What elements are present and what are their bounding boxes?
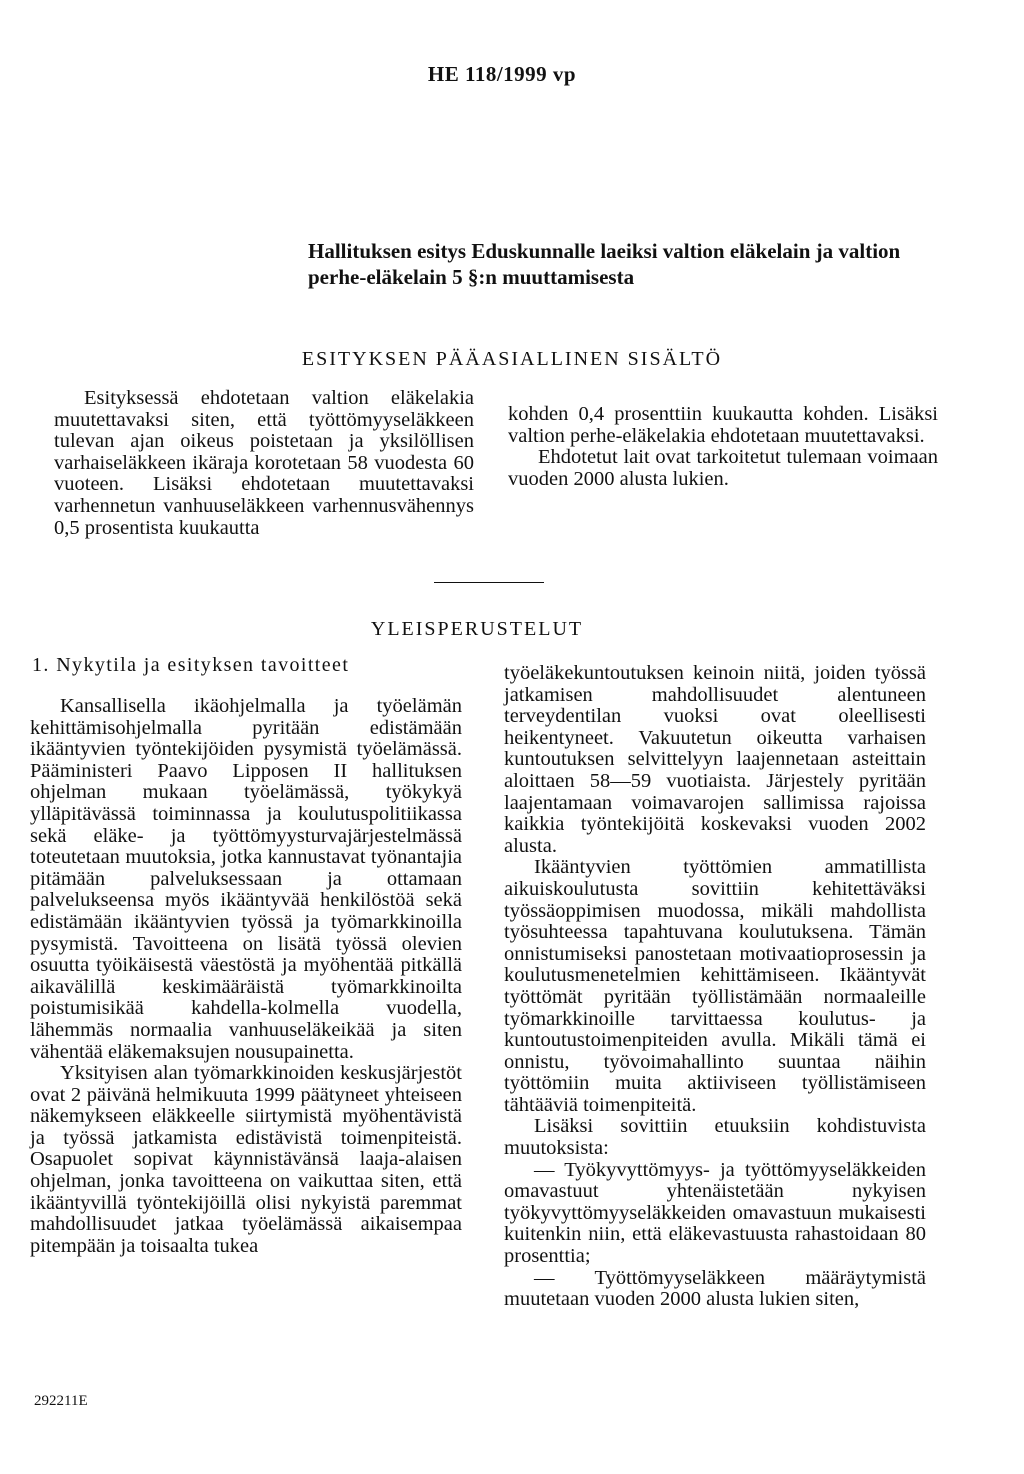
document-title: Hallituksen esitys Eduskunnalle laeiksi valtion eläkelain ja valtion perhe-eläkelain 5 §:n muuttamisesta xyxy=(308,239,901,289)
body-paragraph: työeläkekuntoutuksen keinoin niitä, joiden työssä jatkamisen mahdollisuudet alentuneen terveydentilan vuoksi ovat oleellisesti heikentyneet. Vakuutetun oikeutta varhaisen kuntoutuksen selvittelyyn laajennetaan asteittain aloittaen 58—59 vuotiaista. Järjestely pyritään laajentamaan voimavarojen sallimissa rajoissa kaikkia työntekijöitä koskevaksi vuoden 2002 alusta. xyxy=(504,662,926,857)
section-divider xyxy=(434,582,544,583)
body-paragraph: Yksityisen alan työmarkkinoiden keskusjärjestöt ovat 2 päivänä helmikuuta 1999 päätyneet yhteiseen näkemykseen eläkkeelle siirtymistä myöhentävistä ja työssä jatkamista edistävistä toimenpiteistä. Osapuolet sopivat käynnistävänsä laaja-alaisen ohjelman, jonka tavoitteena on vaikuttaa siten, että ikääntyvillä työntekijöillä olisi nykyistä paremmat mahdollisuudet jatkaa työelämässä aikaisempaa pitempään ja toisaalta tukea xyxy=(30,1062,462,1257)
list-item: — Työkyvyttömyys- ja työttömyyseläkkeiden omavastuut yhtenäistetään nykyisen työkyvyttömyyseläkkeiden omavastuun mukaisesti kuitenkin niin, että eläkevastuusta rahastoidaan 80 prosenttia; xyxy=(504,1158,926,1268)
document-id: HE 118/1999 vp xyxy=(427,62,577,86)
summary-right-column xyxy=(508,404,938,490)
body-paragraph: Ikääntyvien työttömien ammatillista aikuiskoulutusta sovittiin kehitettäväksi työssäoppimisen muodossa, mikäli mahdollista työsuhteessa tapahtuvana koulutuksena. Tämän onnistumiseksi panostetaan motivaatioprosessin ja koulutusmenetelmien kehittämiseen. Ikääntyvät työttömät pyritään työllistämään normaaleille työmarkkinoille tarvittaessa koulutus- ja kuntoutustoimenpiteiden avulla. Mikäli tämä ei onnistu, työvoimahallinto suuntaa näihin työttömiin muita aktiiviseen työllistämiseen tähtääviä toimenpiteitä. xyxy=(504,856,926,1116)
body-left-column xyxy=(30,696,462,1257)
list-item: — Työttömyyseläkkeen määräytymistä muutetaan vuoden 2000 alusta lukien siten, xyxy=(504,1266,926,1311)
section-heading: YLEISPERUSTELUT xyxy=(370,618,584,640)
footer-code: 292211E xyxy=(34,1393,88,1409)
summary-paragraph: Ehdotetut lait ovat tarkoitetut tulemaan voimaan vuoden 2000 alusta lukien. xyxy=(508,446,938,490)
body-paragraph: Kansallisella ikäohjelmalla ja työelämän kehittämisohjelmalla pyritään edistämään ikääntyvien työntekijöiden pysymistä työelämässä. Pääministeri Paavo Lipposen II hallituksen ohjelman mukaan työelämässä, työkykyä ylläpitävässä toiminnassa ja koulutuspolitiikassa sekä eläke- ja työttömyysturvajärjestelmässä toteutetaan muutoksia, jotka kannustavat työnantajia pitämään palveluksessaan ja ottamaan palvelukseensa myös ikääntyvää henkilöstöä sekä edistämään ikääntyvien työssä ja työmarkkinoilla pysymistä. Tavoitteena on lisätä työssä olevien osuutta työikäisestä väestöstä ja myöhentää pitkällä aikavälillä keskimääräistä työmarkkinoilta poistumisikää kahdella-kolmella vuodella, lähemmäs normaalia vanhuuseläkeikää ja siten vähentää eläkemaksujen nousupainetta. xyxy=(30,695,462,1063)
summary-left-column xyxy=(54,388,474,539)
summary-heading: ESITYKSEN PÄÄASIALLINEN SISÄLTÖ xyxy=(301,348,723,370)
summary-paragraph: kohden 0,4 prosenttiin kuukautta kohden. Lisäksi valtion perhe-eläkelakia ehdotetaan muutettavaksi. xyxy=(508,403,938,447)
body-paragraph: Lisäksi sovittiin etuuksiin kohdistuvista muutoksista: xyxy=(504,1115,926,1160)
body-right-column xyxy=(504,663,926,1311)
summary-paragraph: Esityksessä ehdotetaan valtion eläkelakia muutettavaksi siten, että työttömyyseläkkeen tulevan ajan oikeus poistetaan ja yksilöllisen varhaiseläkkeen ikäraja korotetaan 58 vuodesta 60 vuoteen. Lisäksi ehdotetaan muutettavaksi varhennetun vanhuuseläkkeen varhennusvähennys 0,5 prosentista kuukautta xyxy=(54,387,474,539)
subsection-heading: 1. Nykytila ja esityksen tavoitteet xyxy=(32,654,350,676)
